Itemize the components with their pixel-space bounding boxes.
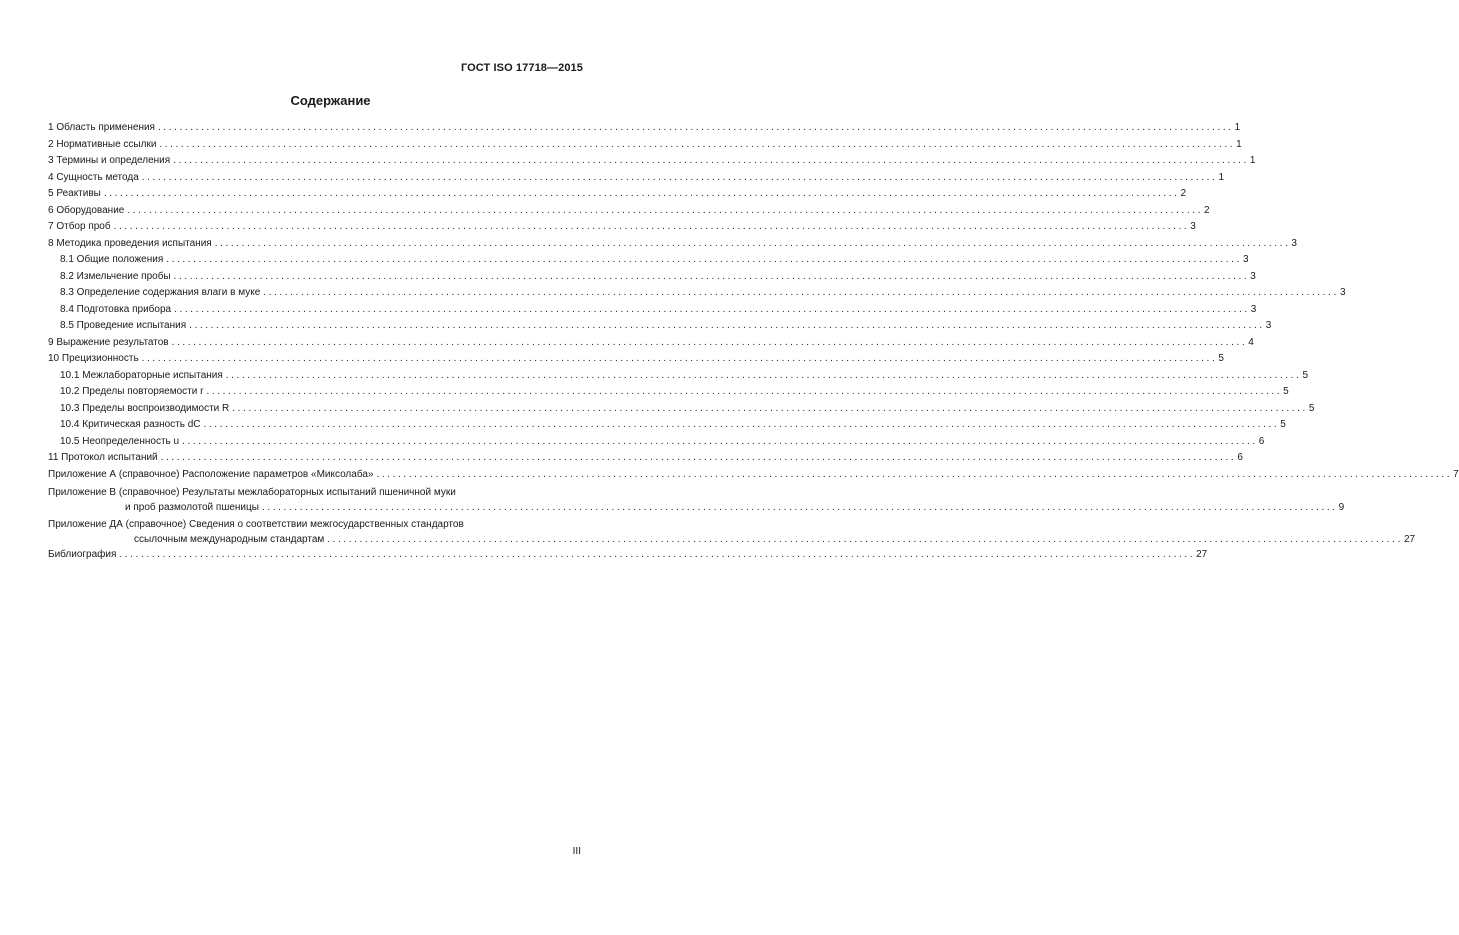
toc-entry-page: 3 (1250, 270, 1256, 282)
toc-entry-page: 6 (1237, 452, 1243, 463)
toc-entry-label: 5 Реактивы (48, 188, 101, 199)
toc-entry-page: 1 (1236, 138, 1242, 150)
toc-entry[interactable] (48, 219, 1196, 236)
toc-entry-label: 10.3 Пределы воспроизводимости R (60, 402, 230, 414)
dot-leader: ........................................................................................................................................................................................................ (206, 386, 1283, 397)
dot-leader: ........................................................................................................................................................................................................ (103, 188, 1180, 199)
dot-leader: ........................................................................................................................................................................................................ (261, 502, 1338, 513)
dot-leader: ........................................................................................................................................................................................................ (173, 155, 1249, 166)
toc-entry-page: 27 (1403, 534, 1416, 545)
toc-entry[interactable] (48, 417, 1286, 434)
toc-entry-page: 3 (1339, 287, 1346, 298)
toc-entry-page: 3 (1265, 320, 1272, 331)
toc-entry-label: 10.2 Пределы повторяемости r (60, 386, 204, 397)
toc-entry-page: 1 (1234, 122, 1241, 133)
toc-entry[interactable] (48, 137, 1242, 154)
standard-designation: ГОСТ ISO 17718—2015 (460, 62, 583, 74)
toc-entry-page: 5 (1308, 402, 1315, 414)
toc-entry-page: 4 (1248, 336, 1254, 348)
table-of-contents (48, 120, 1459, 564)
toc-entry-label: 1 Область применения (48, 122, 155, 133)
toc-entry-label: 10.1 Межлабораторные испытания (60, 369, 223, 381)
toc-entry-label: 4 Сущность метода (48, 171, 139, 183)
dot-leader: ........................................................................................................................................................................................................ (174, 303, 1250, 315)
toc-entry-label: 10.4 Критическая разность dC (60, 419, 201, 430)
toc-entry-page: 2 (1204, 204, 1210, 216)
toc-entry-page: 2 (1180, 188, 1187, 199)
toc-entry-label-continued: и проб размолотой пшеницы (125, 502, 259, 513)
dot-leader: ........................................................................................................................................................................................................ (376, 468, 1453, 480)
dot-leader: ........................................................................................................................................................................................................ (141, 353, 1218, 364)
toc-entries (48, 120, 1459, 483)
toc-entry[interactable] (48, 335, 1254, 352)
toc-entry-page: 5 (1218, 353, 1224, 364)
toc-entry-label: 8.3 Определение содержания влаги в муке (60, 287, 261, 298)
toc-entry-appendix-da[interactable] (48, 518, 1416, 547)
toc-entry-label: Библиография (48, 549, 117, 560)
dot-leader: ........................................................................................................................................................................................................ (214, 237, 1291, 249)
dot-leader: ........................................................................................................................................................................................................ (203, 419, 1280, 430)
dot-leader: ........................................................................................................................................................................................................ (232, 402, 1308, 414)
toc-entry[interactable] (48, 302, 1257, 319)
toc-entry-label: Приложение ДА (справочное) Сведения о соответствии межгосударственных стандартов (48, 519, 464, 530)
toc-entry[interactable] (48, 467, 1459, 484)
toc-entry-label: 8.5 Проведение испытания (60, 320, 187, 331)
toc-entry-page: 5 (1280, 419, 1286, 430)
toc-entry[interactable] (48, 401, 1315, 418)
dot-leader: ........................................................................................................................................................................................................ (141, 171, 1218, 183)
toc-entry-label: 7 Отбор проб (48, 221, 111, 232)
toc-entry[interactable] (48, 384, 1289, 401)
toc-entry-page: 9 (1338, 502, 1345, 513)
toc-entry-page: 5 (1302, 369, 1309, 381)
toc-entry-label: 10.5 Неопределенность u (60, 435, 180, 447)
dot-leader: ........................................................................................................................................................................................................ (173, 270, 1250, 282)
toc-entry-page: 3 (1190, 221, 1196, 232)
toc-entry-page: 3 (1250, 303, 1257, 315)
toc-entry-label: Приложение В (справочное) Результаты межлабораторных испытаний пшеничной муки (48, 487, 456, 498)
toc-entry[interactable] (48, 434, 1265, 451)
toc-entry[interactable] (48, 252, 1249, 269)
dot-leader: ........................................................................................................................................................................................................ (171, 336, 1248, 348)
dot-leader: ........................................................................................................................................................................................................ (159, 138, 1236, 150)
toc-entry-bibliography[interactable] (48, 547, 1208, 564)
toc-entry-page: 1 (1249, 155, 1256, 166)
toc-entry-appendix-b[interactable] (48, 486, 1345, 515)
dot-leader: ........................................................................................................................................................................................................ (166, 254, 1242, 265)
toc-entry[interactable] (48, 170, 1224, 187)
toc-entry[interactable] (48, 351, 1224, 368)
toc-entry-page: 5 (1283, 386, 1289, 397)
toc-entry-label: 8 Методика проведения испытания (48, 237, 212, 249)
toc-entry-label: 6 Оборудование (48, 204, 125, 216)
toc-entry-label: Приложение А (справочное) Расположение параметров «Миксолаба» (48, 468, 374, 480)
toc-entry-page: 6 (1258, 435, 1265, 447)
toc-entry-label: 10 Прецизионность (48, 353, 139, 364)
toc-entry[interactable] (48, 186, 1187, 203)
toc-entry-page: 3 (1242, 254, 1249, 265)
dot-leader: ........................................................................................................................................................................................................ (263, 287, 1339, 298)
toc-entry-page: 27 (1196, 549, 1208, 560)
dot-leader: ........................................................................................................................................................................................................ (160, 452, 1237, 463)
dot-leader: ........................................................................................................................................................................................................ (127, 204, 1204, 216)
toc-entry[interactable] (48, 450, 1243, 467)
page-number: III (572, 846, 581, 857)
toc-entry[interactable] (48, 285, 1346, 302)
toc-entry-label: 8.1 Общие положения (60, 254, 164, 265)
toc-entry[interactable] (48, 153, 1256, 170)
toc-entry-label: 9 Выражение результатов (48, 336, 169, 348)
toc-entry[interactable] (48, 236, 1297, 253)
dot-leader: ........................................................................................................................................................................................................ (182, 435, 1258, 447)
toc-entry[interactable] (48, 269, 1256, 286)
dot-leader: ........................................................................................................................................................................................................ (119, 549, 1196, 560)
toc-entry-label: 2 Нормативные ссылки (48, 138, 157, 150)
dot-leader: ........................................................................................................................................................................................................ (225, 369, 1302, 381)
dot-leader: ........................................................................................................................................................................................................ (157, 122, 1234, 133)
toc-entry[interactable] (48, 120, 1241, 137)
toc-entry-label: 8.4 Подготовка прибора (60, 303, 172, 315)
toc-entry[interactable] (48, 368, 1309, 385)
toc-entry-label: 11 Протокол испытаний (48, 452, 158, 463)
toc-entry-page: 3 (1291, 237, 1297, 249)
toc-entry[interactable] (48, 318, 1272, 335)
toc-entry[interactable] (48, 203, 1210, 220)
toc-entry-label-continued: ссылочным международным стандартам (134, 534, 325, 545)
dot-leader: ........................................................................................................................................................................................................ (327, 534, 1403, 545)
toc-title: Содержание (290, 93, 371, 108)
toc-entry-page: 1 (1218, 171, 1224, 183)
toc-entry-label: 8.2 Измельчение пробы (60, 270, 171, 282)
toc-entry-label: 3 Термины и определения (48, 155, 171, 166)
toc-entry-page: 7 (1453, 468, 1459, 480)
dot-leader: ........................................................................................................................................................................................................ (189, 320, 1265, 331)
dot-leader: ........................................................................................................................................................................................................ (113, 221, 1190, 232)
